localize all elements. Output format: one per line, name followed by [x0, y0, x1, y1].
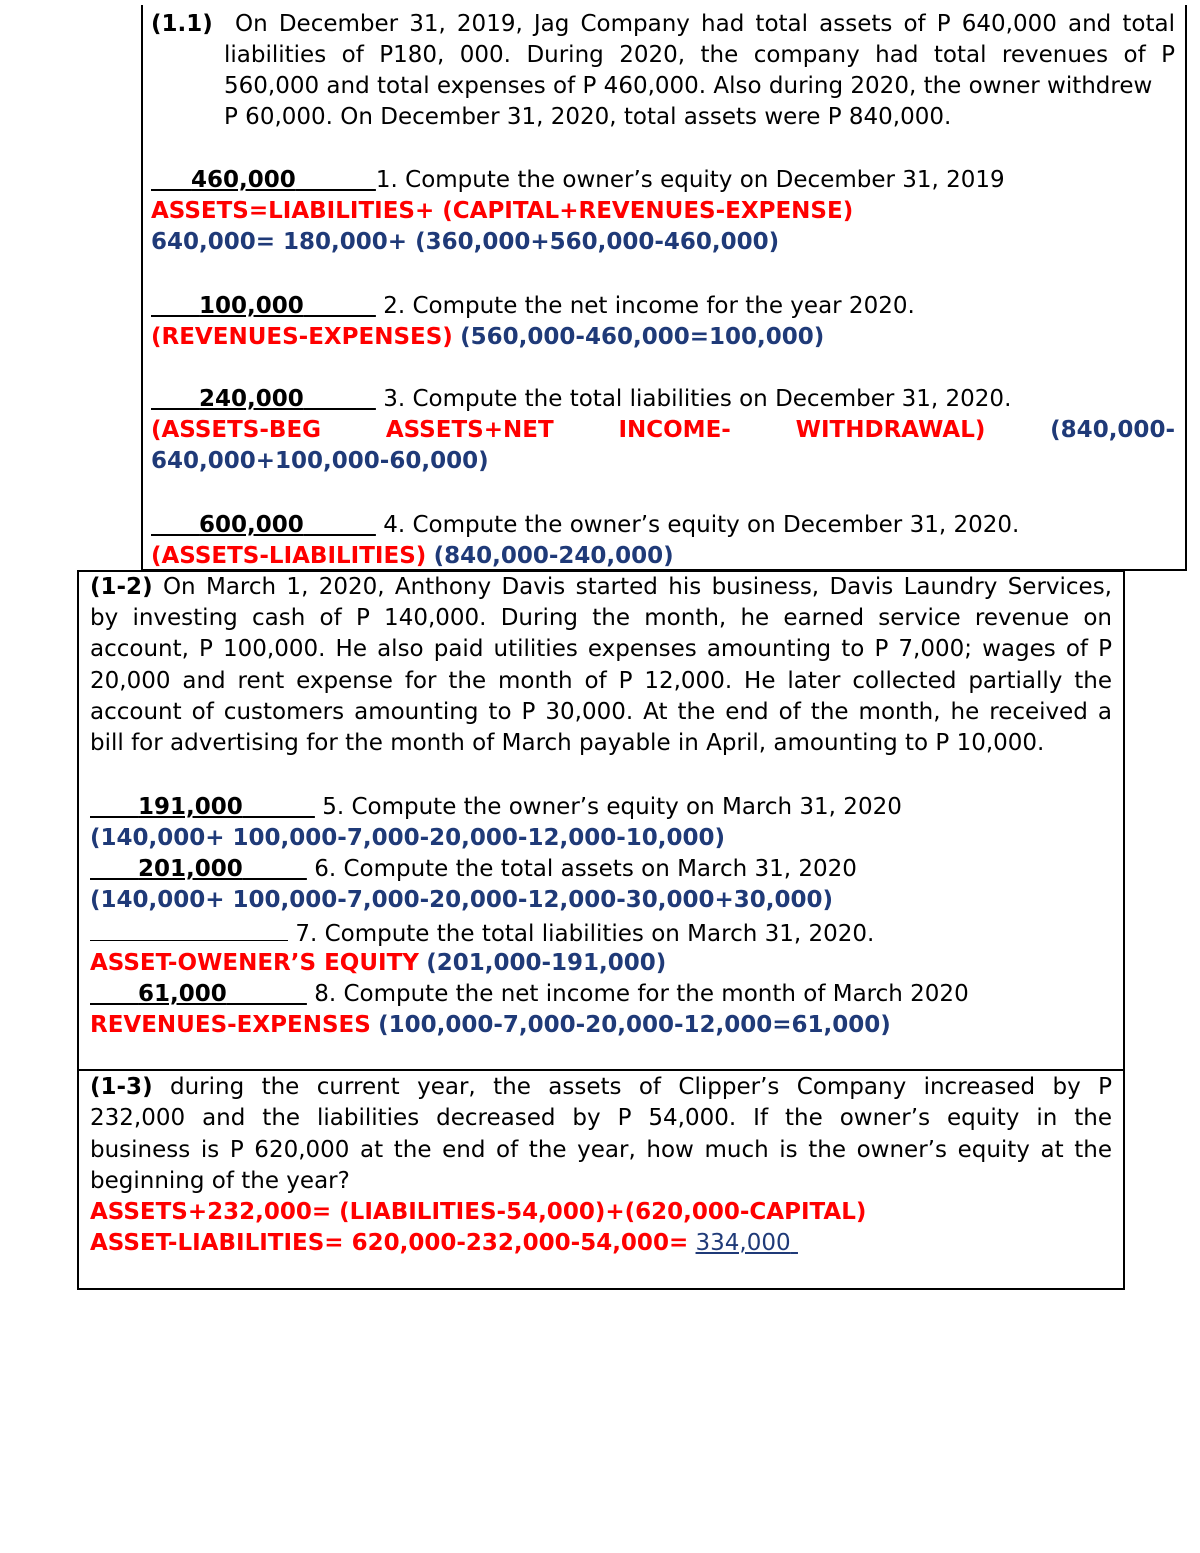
answer-2: 100,000 — [199, 293, 304, 319]
computation-7: (201,000-191,000) — [426, 950, 667, 976]
question-2-text: 2. Compute the net income for the year 2020. — [383, 293, 915, 319]
formula-3-word-1: (ASSETS-BEG — [151, 417, 322, 443]
question-1 — [151, 165, 1005, 196]
question-4-text: 4. Compute the owner’s equity on December 31, 2020. — [383, 512, 1020, 538]
problem-1-3-label: (1-3) — [90, 1074, 153, 1100]
computation-5: (140,000+ 100,000-7,000-20,000-12,000-10,000) — [90, 825, 726, 851]
formula-3-line — [151, 415, 1175, 446]
computation-1: 640,000= 180,000+ (360,000+560,000-460,000) — [151, 229, 780, 255]
formula-1: ASSETS=LIABILITIES+ (CAPITAL+REVENUES-EXPENSE) — [151, 198, 854, 224]
computation-8: (100,000-7,000-20,000-12,000=61,000) — [378, 1012, 891, 1038]
answer-6: 201,000 — [138, 856, 243, 882]
answer-5: 191,000 — [138, 794, 243, 820]
problem-1-2-line-5: account of customers amounting to P 30,000. At the end of the month, he received a — [90, 699, 1112, 725]
question-5-text: 5. Compute the owner’s equity on March 31, 2020 — [322, 794, 902, 820]
formula-4: (ASSETS-LIABILITIES) — [151, 543, 427, 569]
question-7 — [90, 916, 874, 950]
formula-1-3-b: ASSET-LIABILITIES= 620,000-232,000-54,000= — [90, 1230, 689, 1256]
question-3 — [151, 384, 1011, 415]
problem-1-2-line-4: 20,000 and rent expense for the month of P 12,000. He later collected partially the — [90, 668, 1112, 694]
answer-8: 61,000 — [138, 981, 227, 1007]
answer-4: 600,000 — [199, 512, 304, 538]
box-left-border — [141, 5, 143, 571]
problem-1-2-text-1: On March 1, 2020, Anthony Davis started his business, Davis Laundry Services, — [162, 574, 1112, 600]
problem-1-3-line-1 — [90, 1072, 1112, 1103]
problem-1-1-label: (1.1) — [151, 11, 213, 37]
computation-6: (140,000+ 100,000-7,000-20,000-12,000-30,000+30,000) — [90, 887, 834, 913]
question-5 — [90, 792, 902, 823]
formula-3-word-2: ASSETS+NET — [385, 417, 554, 443]
problem-1-1-text-1: On December 31, 2019, Jag Company had total assets of P 640,000 and total — [235, 11, 1175, 37]
formula-2-line — [151, 322, 824, 353]
answer-7-blank — [90, 916, 288, 941]
answer-3: 240,000 — [199, 386, 304, 412]
computation-4: (840,000-240,000) — [433, 543, 674, 569]
problem-1-3-box — [77, 1069, 1125, 1290]
problem-1-2-line-6: bill for advertising for the month of March payable in April, amounting to P 10,000. — [90, 730, 1045, 756]
question-8-text: 8. Compute the net income for the month of March 2020 — [314, 981, 969, 1007]
problem-1-1-line-3: 560,000 and total expenses of P 460,000. Also during 2020, the owner withdrew — [224, 73, 1153, 99]
question-8 — [90, 979, 969, 1010]
problem-1-1-box — [141, 5, 1187, 571]
answer-1-3: 334,000 — [695, 1230, 791, 1256]
problem-1-1-line-1 — [151, 9, 1175, 40]
computation-2: (560,000-460,000=100,000) — [460, 324, 825, 350]
formula-2: (REVENUES-EXPENSES) — [151, 324, 453, 350]
formula-3-word-3: INCOME- — [618, 417, 731, 443]
question-2 — [151, 291, 915, 322]
formula-7: ASSET-OWENER’S EQUITY — [90, 950, 419, 976]
problem-1-1-line-4: P 60,000. On December 31, 2020, total assets were P 840,000. — [224, 104, 952, 130]
answer-1: 460,000 — [191, 167, 296, 193]
problem-1-2-line-1 — [90, 572, 1112, 603]
problem-1-3-text-1: during the current year, the assets of Clipper’s Company increased by P — [169, 1074, 1112, 1100]
problem-1-2-line-2: by investing cash of P 140,000. During the month, he earned service revenue on — [90, 605, 1112, 631]
problem-1-2-label: (1-2) — [90, 574, 153, 600]
formula-7-line — [90, 948, 666, 979]
formula-1-3-b-line — [90, 1228, 798, 1259]
problem-1-2-line-3: account, P 100,000. He also paid utilities expenses amounting to P 7,000; wages of P — [90, 636, 1112, 662]
formula-8: REVENUES-EXPENSES — [90, 1012, 371, 1038]
formula-3-word-4: WITHDRAWAL) — [795, 417, 986, 443]
formula-4-line — [151, 541, 674, 572]
question-6 — [90, 854, 857, 885]
problem-1-3-line-2: 232,000 and the liabilities decreased by P 54,000. If the owner’s equity in the — [90, 1105, 1112, 1131]
problem-1-2-box — [77, 570, 1125, 1071]
question-4 — [151, 510, 1019, 541]
formula-1-3-a: ASSETS+232,000= (LIABILITIES-54,000)+(620,000-CAPITAL) — [90, 1199, 867, 1225]
question-6-text: 6. Compute the total assets on March 31, 2020 — [314, 856, 857, 882]
formula-8-line — [90, 1010, 891, 1041]
problem-1-3-line-4: beginning of the year? — [90, 1168, 350, 1194]
computation-3-start: (840,000- — [1050, 417, 1175, 443]
problem-1-3-line-3: business is P 620,000 at the end of the year, how much is the owner’s equity at the — [90, 1137, 1112, 1163]
question-7-text: 7. Compute the total liabilities on March 31, 2020. — [295, 921, 875, 947]
question-1-text: 1. Compute the owner’s equity on December 31, 2019 — [375, 167, 1005, 193]
computation-3-end: 640,000+100,000-60,000) — [151, 448, 489, 474]
problem-1-1-line-2: liabilities of P180, 000. During 2020, the company had total revenues of P — [224, 42, 1175, 68]
question-3-text: 3. Compute the total liabilities on December 31, 2020. — [383, 386, 1012, 412]
